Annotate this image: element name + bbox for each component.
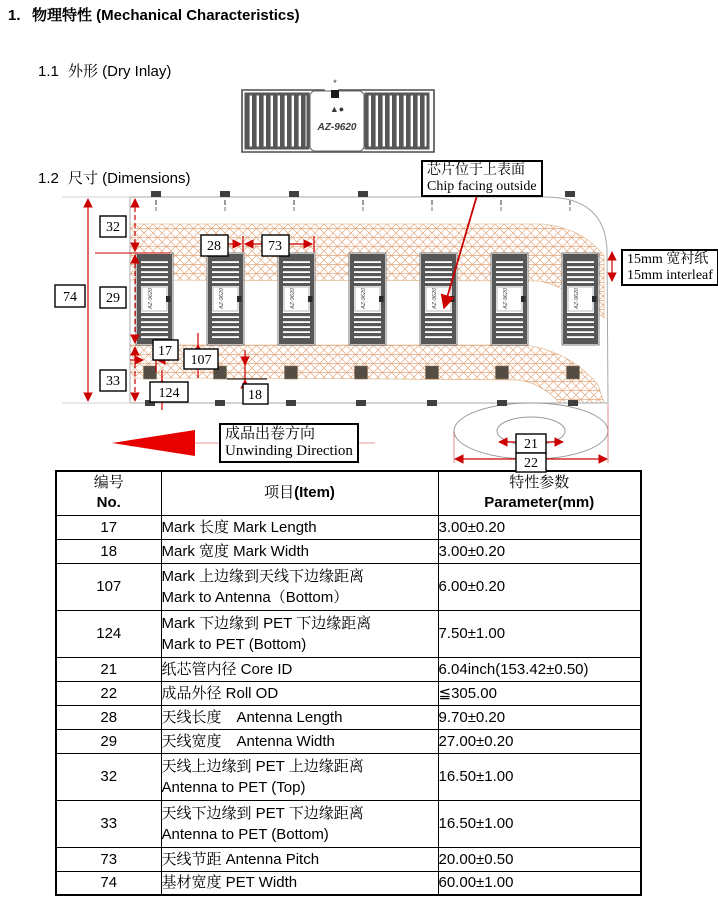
cell-parameter: 3.00±0.20 — [438, 539, 641, 563]
cell-no: 33 — [56, 800, 161, 847]
cell-parameter: 27.00±0.20 — [438, 729, 641, 753]
cell-item-line: 基材宽度 PET Width — [161, 874, 298, 892]
table-row — [56, 871, 641, 895]
table-row — [56, 847, 641, 871]
table-row — [56, 515, 641, 539]
section-dry-inlay-heading — [38, 60, 171, 81]
cell-item — [161, 800, 438, 847]
table-row — [56, 729, 641, 753]
table-row — [56, 681, 641, 705]
svg-text:74: 74 — [63, 290, 77, 305]
inlay-label-area — [310, 91, 364, 151]
chip-note-en: Chip facing outside — [427, 178, 537, 194]
cell-item — [161, 563, 438, 610]
cell-item-line: Mark 宽度 Mark Width — [161, 542, 310, 560]
page-title-number: 1. — [8, 7, 21, 24]
cell-no: 32 — [56, 753, 161, 800]
cell-item — [161, 705, 438, 729]
chip-note-zh: 芯片位于上表面 — [427, 163, 525, 178]
cell-parameter: 6.00±0.20 — [438, 563, 641, 610]
cell-parameter: 16.50±1.00 — [438, 753, 641, 800]
svg-text:73: 73 — [268, 239, 282, 254]
cell-no: 22 — [56, 681, 161, 705]
cell-item — [161, 610, 438, 657]
cell-item-line: Mark 下边缘到 PET 下边缘距离 — [161, 614, 372, 632]
dim-label-124 — [150, 382, 188, 402]
cell-item-line: 纸芯管内径 Core ID — [161, 660, 293, 678]
svg-text:124: 124 — [158, 386, 180, 401]
header-param-en: Parameter(mm) — [484, 494, 595, 512]
spec-table — [55, 470, 642, 896]
chip-facing-note — [421, 160, 543, 197]
cell-item-line: 天线下边缘到 PET 下边缘距离 — [161, 804, 364, 822]
table-row — [56, 753, 641, 800]
cell-no: 21 — [56, 657, 161, 681]
unwind-note-zh: 成品出卷方向 — [225, 426, 316, 442]
cell-item — [161, 515, 438, 539]
dim-label-32 — [100, 216, 126, 237]
cell-no: 74 — [56, 871, 161, 895]
unwinding-direction-note — [219, 423, 359, 463]
svg-text:21: 21 — [524, 437, 538, 452]
section-1-1-number: 1.1 — [38, 63, 59, 80]
cell-parameter: 6.04inch(153.42±0.50) — [438, 657, 641, 681]
table-row — [56, 539, 641, 563]
svg-text:22: 22 — [524, 456, 538, 471]
dimensions-drawing: AZ-9620 74 32 29 33 28 73 17 107 124 18 21 22 — [0, 188, 718, 480]
section-1-1-label: 外形 (Dry Inlay) — [68, 63, 172, 80]
cell-parameter: 60.00±1.00 — [438, 871, 641, 895]
cell-no: 17 — [56, 515, 161, 539]
cell-item-line: Antenna to PET (Top) — [161, 778, 306, 796]
unwind-note-en: Unwinding Direction — [225, 442, 353, 459]
cell-item-line: Mark to Antenna（Bottom） — [161, 588, 349, 606]
svg-text:28: 28 — [207, 239, 221, 254]
inlay-symbols: ▲● — [329, 104, 345, 114]
section-1-2-number: 1.2 — [38, 170, 59, 187]
page-title — [8, 4, 300, 25]
cell-parameter: 9.70±0.20 — [438, 705, 641, 729]
cell-item-line: 天线长度 Antenna Length — [161, 708, 343, 726]
cell-no: 107 — [56, 563, 161, 610]
cell-no: 29 — [56, 729, 161, 753]
cell-parameter: ≦305.00 — [438, 681, 641, 705]
dim-label-17 — [153, 340, 178, 360]
cell-item — [161, 847, 438, 871]
chip-asterisk: * — [333, 78, 337, 88]
header-item-zh: 项目 — [264, 484, 295, 502]
interleaf-note-en: 15mm interleaf — [627, 267, 713, 283]
table-row — [56, 800, 641, 847]
table-row — [56, 705, 641, 729]
inlay-model-text: AZ-9620 — [317, 122, 357, 133]
cell-item — [161, 681, 438, 705]
cell-no: 18 — [56, 539, 161, 563]
chip-icon — [331, 90, 339, 98]
header-no-zh: 编号 — [93, 474, 124, 491]
table-row — [56, 563, 641, 610]
cell-no: 124 — [56, 610, 161, 657]
cell-item — [161, 871, 438, 895]
section-dimensions-heading — [38, 167, 191, 188]
dim-label-33 — [100, 370, 126, 391]
cell-parameter: 7.50±1.00 — [438, 610, 641, 657]
dim-label-73 — [262, 235, 289, 256]
dim-label-74 — [55, 285, 85, 307]
interleaf-note — [621, 249, 718, 286]
cell-item — [161, 753, 438, 800]
cell-item-line: 成品外径 Roll OD — [161, 684, 279, 702]
dry-inlay-image — [238, 78, 438, 160]
page-title-text: 物理特性 (Mechanical Characteristics) — [32, 7, 300, 24]
dim-label-29 — [100, 287, 126, 308]
svg-text:18: 18 — [248, 388, 262, 403]
cell-item — [161, 657, 438, 681]
cell-parameter: 3.00±0.20 — [438, 515, 641, 539]
cell-no: 28 — [56, 705, 161, 729]
dim-label-28 — [201, 235, 228, 256]
cell-item-line: Antenna to PET (Bottom) — [161, 825, 329, 843]
svg-text:29: 29 — [106, 291, 120, 306]
cell-item-line: 天线节距 Antenna Pitch — [161, 850, 320, 868]
cell-item-line: Mark 长度 Mark Length — [161, 518, 317, 536]
cell-item-line: Mark to PET (Bottom) — [161, 635, 307, 653]
table-row — [56, 610, 641, 657]
cell-item — [161, 539, 438, 563]
svg-text:107: 107 — [190, 353, 212, 368]
svg-text:17: 17 — [158, 344, 172, 359]
svg-text:33: 33 — [106, 374, 120, 389]
dim-label-18 — [243, 384, 268, 404]
section-1-2-label: 尺寸 (Dimensions) — [68, 170, 191, 187]
inlay-antenna-left — [246, 94, 308, 148]
table-row — [56, 657, 641, 681]
interleaf-note-zh: 15mm 宽衬纸 — [627, 252, 709, 267]
cell-parameter: 20.00±0.50 — [438, 847, 641, 871]
dim-label-107 — [184, 349, 218, 369]
dim-label-21 — [516, 434, 546, 453]
inlay-antenna-right — [366, 94, 428, 148]
header-param-zh: 特性参数 — [509, 474, 570, 491]
cell-parameter: 16.50±1.00 — [438, 800, 641, 847]
cell-item-line: 天线上边缘到 PET 上边缘距离 — [161, 757, 364, 775]
header-item-en: (Item) — [294, 484, 335, 502]
cell-item-line: Mark 上边缘到天线下边缘距离 — [161, 567, 365, 585]
cell-item-line: 天线宽度 Antenna Width — [161, 732, 335, 750]
unwind-arrow-icon — [112, 430, 195, 456]
cell-no: 73 — [56, 847, 161, 871]
cell-item — [161, 729, 438, 753]
svg-text:32: 32 — [106, 220, 120, 235]
dim-label-22 — [516, 453, 546, 472]
header-no-en: No. — [96, 494, 121, 512]
